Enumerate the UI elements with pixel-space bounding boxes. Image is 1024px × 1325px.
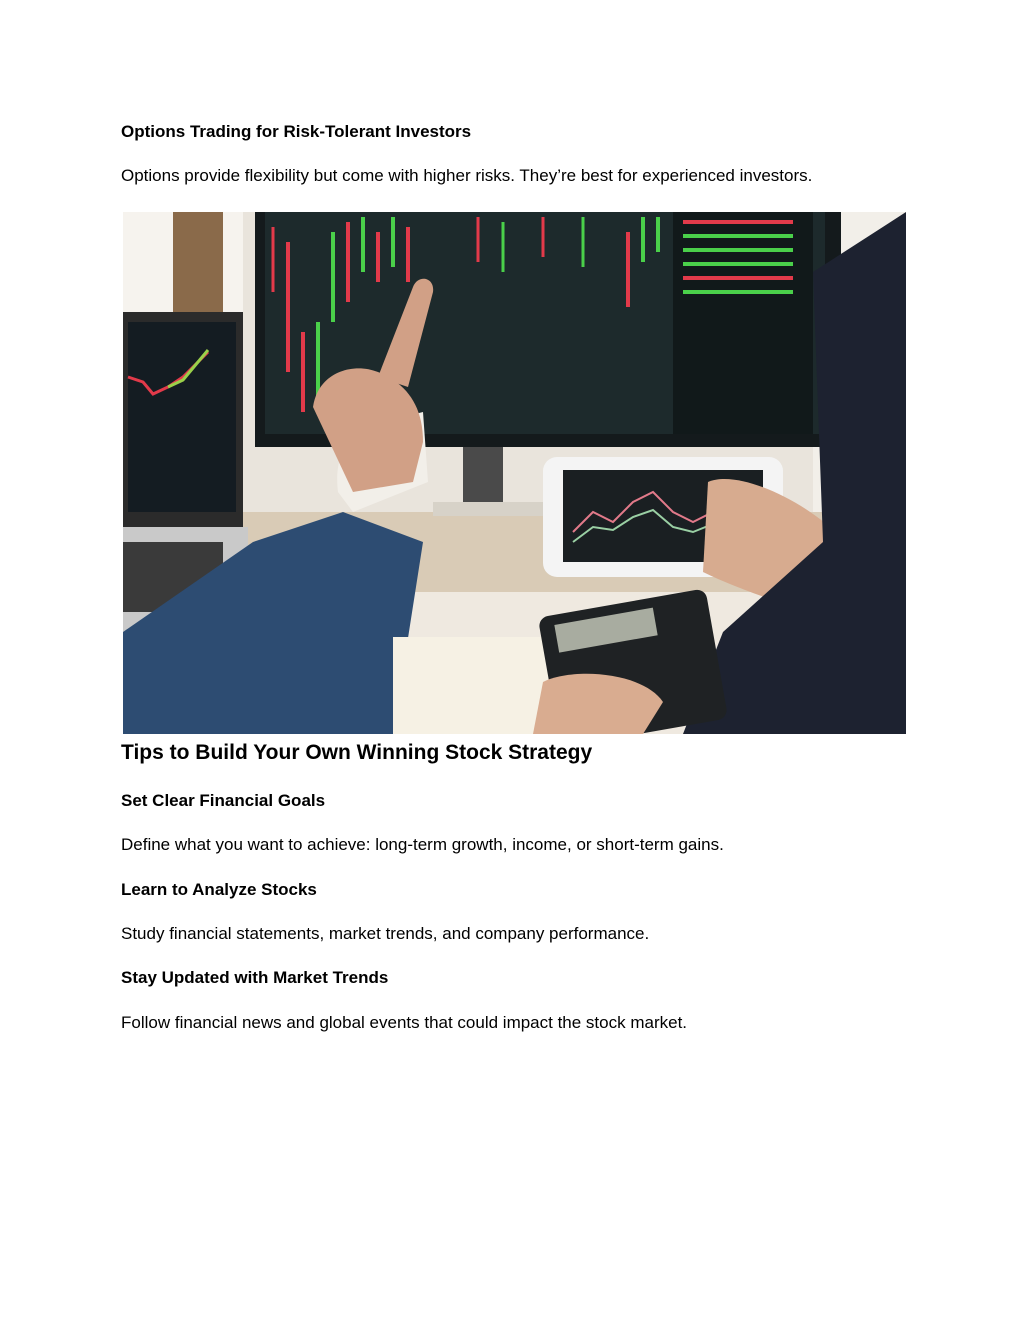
tip-heading-analyze: Learn to Analyze Stocks: [121, 880, 317, 899]
section-heading-options-trading: Options Trading for Risk-Tolerant Investors: [121, 122, 472, 141]
tip-text-goals: Define what you want to achieve: long-term growth, income, or short-term gains.: [121, 835, 724, 854]
tip-heading-trends: Stay Updated with Market Trends: [121, 968, 389, 987]
section-text-options-trading: Options provide flexibility but come with higher risks. They’re best for experienced investors.: [121, 166, 813, 185]
tip-text-analyze: Study financial statements, market trends, and company performance.: [121, 924, 650, 943]
tips-section-title: Tips to Build Your Own Winning Stock Strategy: [121, 741, 593, 764]
tip-text-trends: Follow financial news and global events that could impact the stock market.: [121, 1013, 688, 1032]
stock-trading-photo: [123, 212, 906, 734]
tip-heading-goals: Set Clear Financial Goals: [121, 791, 326, 810]
